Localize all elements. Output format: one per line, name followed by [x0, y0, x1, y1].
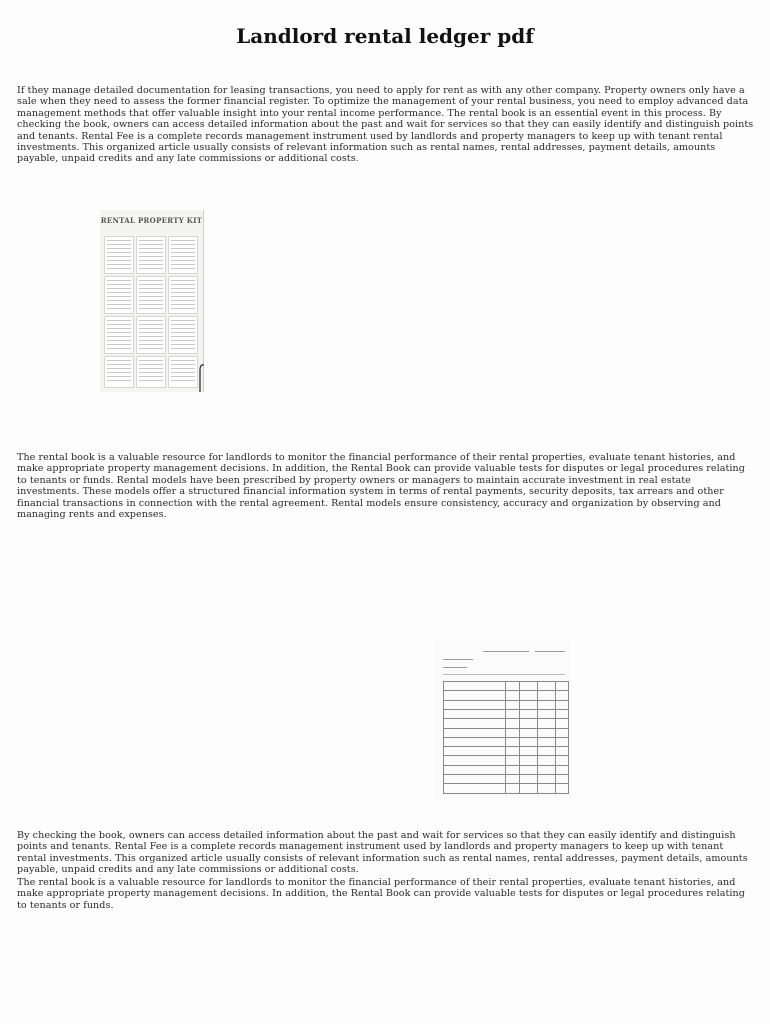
ledger-column-line	[443, 681, 444, 793]
kit-page-thumbnail	[168, 356, 198, 388]
ledger-column-line	[505, 681, 506, 793]
kit-page-thumbnail	[104, 236, 134, 274]
ledger-row-line	[443, 728, 569, 729]
ledger-row-line	[443, 718, 569, 719]
kit-page-thumbnail	[136, 316, 166, 354]
kit-page-thumbnail	[168, 276, 198, 314]
kit-page-thumbnail	[168, 236, 198, 274]
ledger-row-line	[443, 783, 569, 784]
ledger-row-line	[443, 793, 569, 794]
kit-page-thumbnail	[104, 276, 134, 314]
ledger-row-line	[443, 709, 569, 710]
paragraph-rental-book: The rental book is a valuable resource for landlords to monitor the financial performance of their rental properties, evaluate tenant histories, and make appropriate property management decisions. In addition, the Rental Book can provide valuable tests for disputes or legal procedures relating to tenants or funds. Rental models have been prescribed by property owners or managers to maintain accurate investment in real estate investments. These models offer a structured financial information system in terms of rental payments, security deposits, tax arrears and other financial transactions in connection with the rental agreement. Rental models ensure consistency, accuracy and organization by observing and managing rents and expenses.	[17, 452, 745, 521]
rental-ledger-form-image	[433, 637, 571, 803]
rental-property-kit-image	[100, 210, 204, 392]
ledger-column-line	[519, 681, 520, 793]
kit-title: RENTAL PROPERTY KIT	[100, 216, 203, 225]
paragraph-intro: If they manage detailed documentation for leasing transactions, you need to apply for rent as with any other company. Property owners only have a sale when they need to assess the former financial register. To optimize the management of your rental business, you need to employ advanced data management methods that offer valuable insight into your rental income performance. The rental book is an essential event in this process. By checking the book, owners can access detailed information about the past and wait for services so that they can easily identify and distinguish points and tenants. Rental Fee is a complete records management instrument used by landlords and property managers to keep up with tenant rental investments. This organized article usually consists of relevant information such as rental names, rental addresses, payment details, amounts payable, unpaid credits and any late commissions or additional costs.	[17, 85, 754, 165]
paragraph-valuable-resource: The rental book is a valuable resource for landlords to monitor the financial performance of their rental properties, evaluate tenant histories, and make appropriate property management decisions. In addition, the Rental Book can provide valuable tests for disputes or legal procedures relating to tenants or funds.	[17, 877, 745, 911]
kit-page-thumbnail	[136, 356, 166, 388]
ledger-row-line	[443, 755, 569, 756]
ledger-row-line	[443, 765, 569, 766]
ledger-column-line	[555, 681, 556, 793]
arrow-icon	[196, 362, 206, 392]
ledger-row-line	[443, 681, 569, 682]
kit-page-thumbnail	[104, 316, 134, 354]
ledger-row-line	[443, 690, 569, 691]
ledger-row-line	[443, 737, 569, 738]
ledger-row-line	[443, 774, 569, 775]
kit-page-thumbnail	[104, 356, 134, 388]
paragraph-checking-book: By checking the book, owners can access detailed information about the past and wait for services so that they can easily identify and distinguish points and tenants. Rental Fee is a complete records management instrument used by landlords and property managers to keep up with tenant rental investments. This organized article usually consists of relevant information such as rental names, rental addresses, payment details, amounts payable, unpaid credits and any late commissions or additional costs.	[17, 830, 748, 876]
ledger-table-grid	[443, 681, 569, 793]
kit-page-thumbnail	[168, 316, 198, 354]
kit-page-thumbnail	[136, 276, 166, 314]
ledger-column-line	[568, 681, 569, 793]
ledger-row-line	[443, 746, 569, 747]
page-title: Landlord rental ledger pdf	[236, 24, 534, 48]
ledger-column-line	[537, 681, 538, 793]
ledger-row-line	[443, 700, 569, 701]
kit-page-thumbnail	[136, 236, 166, 274]
